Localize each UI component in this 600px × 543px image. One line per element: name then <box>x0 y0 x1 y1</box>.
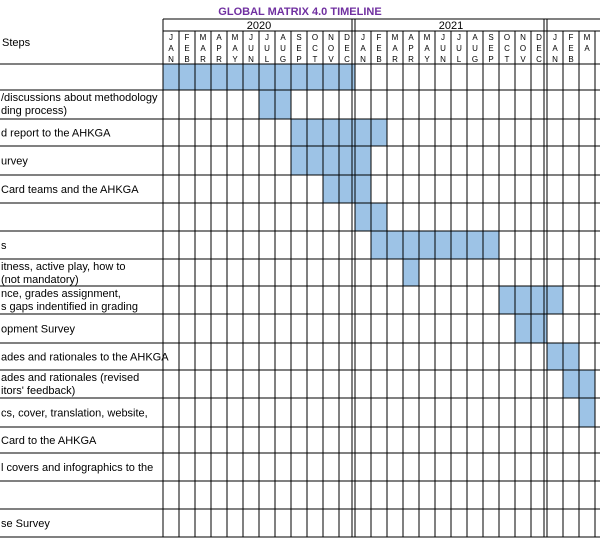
month-letter: A <box>360 44 366 53</box>
timeline-bar <box>579 398 595 427</box>
month-letter: P <box>408 44 414 53</box>
month-letter: G <box>471 55 479 64</box>
task-label: cs, cover, translation, website, <box>1 407 148 420</box>
task-label: ding process) <box>1 105 68 117</box>
month-letter: U <box>472 44 478 53</box>
month-letter: N <box>440 55 446 64</box>
task-label: se Survey <box>1 518 50 530</box>
steps-header: Steps <box>2 37 31 49</box>
month-letter: U <box>248 44 254 53</box>
year-label: 2020 <box>246 20 272 32</box>
month-letter: B <box>184 55 190 64</box>
month-letter: O <box>519 44 527 53</box>
month-letter: J <box>169 33 173 42</box>
month-letter: U <box>264 44 270 53</box>
month-letter: M <box>423 33 431 42</box>
month-letter: A <box>168 44 174 53</box>
month-letter: C <box>536 55 542 64</box>
task-label: /discussions about methodology <box>1 92 158 104</box>
month-letter: P <box>216 44 222 53</box>
month-letter: J <box>361 33 365 42</box>
month-letter: E <box>344 44 350 53</box>
month-letter: B <box>376 55 382 64</box>
task-label: itness, active play, how to <box>1 261 126 273</box>
month-letter: L <box>264 55 270 64</box>
month-letter: O <box>311 33 319 42</box>
month-letter: R <box>216 55 222 64</box>
month-letter: A <box>584 44 590 53</box>
month-letter: N <box>248 55 254 64</box>
month-letter: E <box>488 44 494 53</box>
month-letter: B <box>568 55 574 64</box>
timeline-bar <box>323 175 371 203</box>
month-letter: D <box>344 33 350 42</box>
month-letter: E <box>184 44 190 53</box>
month-letter: M <box>583 33 591 42</box>
month-letter: U <box>440 44 446 53</box>
month-letter: D <box>536 33 542 42</box>
task-label: s gaps indentified in grading <box>1 301 138 313</box>
month-letter: L <box>456 55 462 64</box>
month-letter: P <box>488 55 494 64</box>
month-letter: N <box>360 55 366 64</box>
month-letter: A <box>472 33 478 42</box>
month-letter: Y <box>424 55 430 64</box>
task-label: urvey <box>1 155 28 168</box>
month-letter: N <box>520 33 526 42</box>
month-letter: S <box>296 33 302 42</box>
month-letter: F <box>184 33 190 42</box>
month-letter: T <box>312 55 318 64</box>
month-letter: E <box>536 44 542 53</box>
month-letter: J <box>265 33 269 42</box>
month-letter: M <box>199 33 207 42</box>
month-letter: J <box>457 33 461 42</box>
month-letter: Y <box>232 55 238 64</box>
month-letter: U <box>280 44 286 53</box>
task-label: opment Survey <box>1 323 75 336</box>
task-label: d report to the AHKGA <box>1 127 111 140</box>
month-letter: T <box>504 55 510 64</box>
month-letter: N <box>328 33 334 42</box>
timeline-bar <box>291 146 371 175</box>
month-letter: A <box>200 44 206 53</box>
month-letter: E <box>568 44 574 53</box>
month-letter: J <box>441 33 445 42</box>
task-label: (not mandatory) <box>1 274 79 286</box>
month-letter: N <box>552 55 558 64</box>
month-letter: R <box>408 55 414 64</box>
month-letter: E <box>296 44 302 53</box>
month-letter: V <box>328 55 334 64</box>
month-letter: J <box>553 33 557 42</box>
month-letter: A <box>552 44 558 53</box>
month-letter: A <box>216 33 222 42</box>
year-label: 2021 <box>438 20 464 32</box>
month-letter: S <box>488 33 494 42</box>
timeline-bar <box>403 259 419 286</box>
month-letter: R <box>392 55 398 64</box>
month-letter: C <box>344 55 350 64</box>
task-label: nce, grades assignment, <box>1 288 121 300</box>
month-letter: A <box>408 33 414 42</box>
month-letter: A <box>424 44 430 53</box>
chart-title: GLOBAL MATRIX 4.0 TIMELINE <box>218 6 382 18</box>
month-letter: E <box>376 44 382 53</box>
task-label: Card to the AHKGA <box>1 435 97 447</box>
task-label: l covers and infographics to the <box>1 462 154 474</box>
task-label: s <box>1 240 7 252</box>
task-label: ades and rationales (revised <box>1 372 140 384</box>
month-letter: F <box>376 33 382 42</box>
month-letter: M <box>391 33 399 42</box>
month-letter: P <box>296 55 302 64</box>
task-label: itors' feedback) <box>1 385 76 397</box>
month-letter: O <box>327 44 335 53</box>
month-letter: A <box>232 44 238 53</box>
month-letter: N <box>168 55 174 64</box>
task-label: ades and rationales to the AHKGA <box>1 351 169 364</box>
month-letter: V <box>520 55 526 64</box>
month-letter: G <box>279 55 287 64</box>
month-letter: A <box>280 33 286 42</box>
month-letter: J <box>249 33 253 42</box>
month-letter: O <box>503 33 511 42</box>
month-letter: U <box>456 44 462 53</box>
month-letter: C <box>312 44 318 53</box>
month-letter: M <box>231 33 239 42</box>
month-letter: C <box>504 44 510 53</box>
month-letter: F <box>568 33 574 42</box>
task-label: Card teams and the AHKGA <box>1 184 139 196</box>
month-letter: A <box>392 44 398 53</box>
month-letter: R <box>200 55 206 64</box>
